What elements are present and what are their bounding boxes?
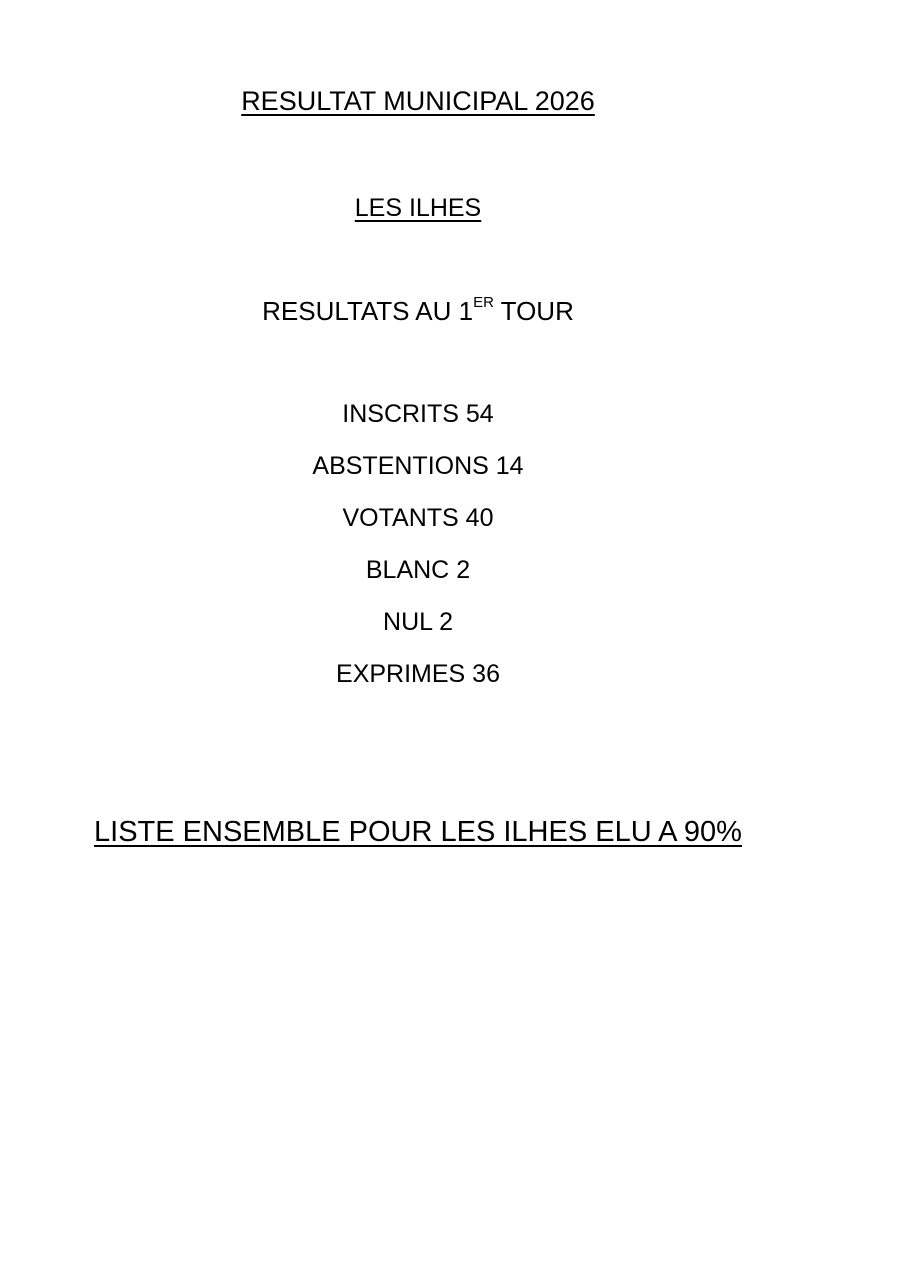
stat-value: 2 <box>456 556 471 584</box>
document-title: RESULTAT MUNICIPAL 2026 <box>241 86 595 116</box>
stat-label: EXPRIMES <box>336 660 466 688</box>
round-heading <box>0 294 836 326</box>
stat-value: 2 <box>439 608 453 636</box>
stat-value: 40 <box>465 504 494 532</box>
stat-abstentions <box>0 454 836 479</box>
stat-exprimes <box>0 662 836 687</box>
election-result: LISTE ENSEMBLE POUR LES ILHES ELU A 90% <box>94 816 742 848</box>
stat-label: BLANC <box>365 556 450 584</box>
round-prefix: RESULTATS AU 1 <box>262 296 474 326</box>
stat-label: NUL <box>383 608 433 636</box>
commune-name: LES ILHES <box>354 194 482 222</box>
stat-label: VOTANTS <box>342 504 459 532</box>
stat-inscrits <box>0 402 836 427</box>
stat-nul <box>0 610 836 635</box>
stat-value: 54 <box>465 400 494 428</box>
stat-value: 36 <box>472 660 500 688</box>
stat-votants <box>0 506 836 531</box>
round-superscript: ER <box>473 294 494 312</box>
stat-value: 14 <box>495 452 524 480</box>
round-suffix: TOUR <box>493 296 574 326</box>
stat-label: ABSTENTIONS <box>312 452 489 480</box>
stat-blanc <box>0 558 836 583</box>
stat-label: INSCRITS <box>342 400 459 428</box>
